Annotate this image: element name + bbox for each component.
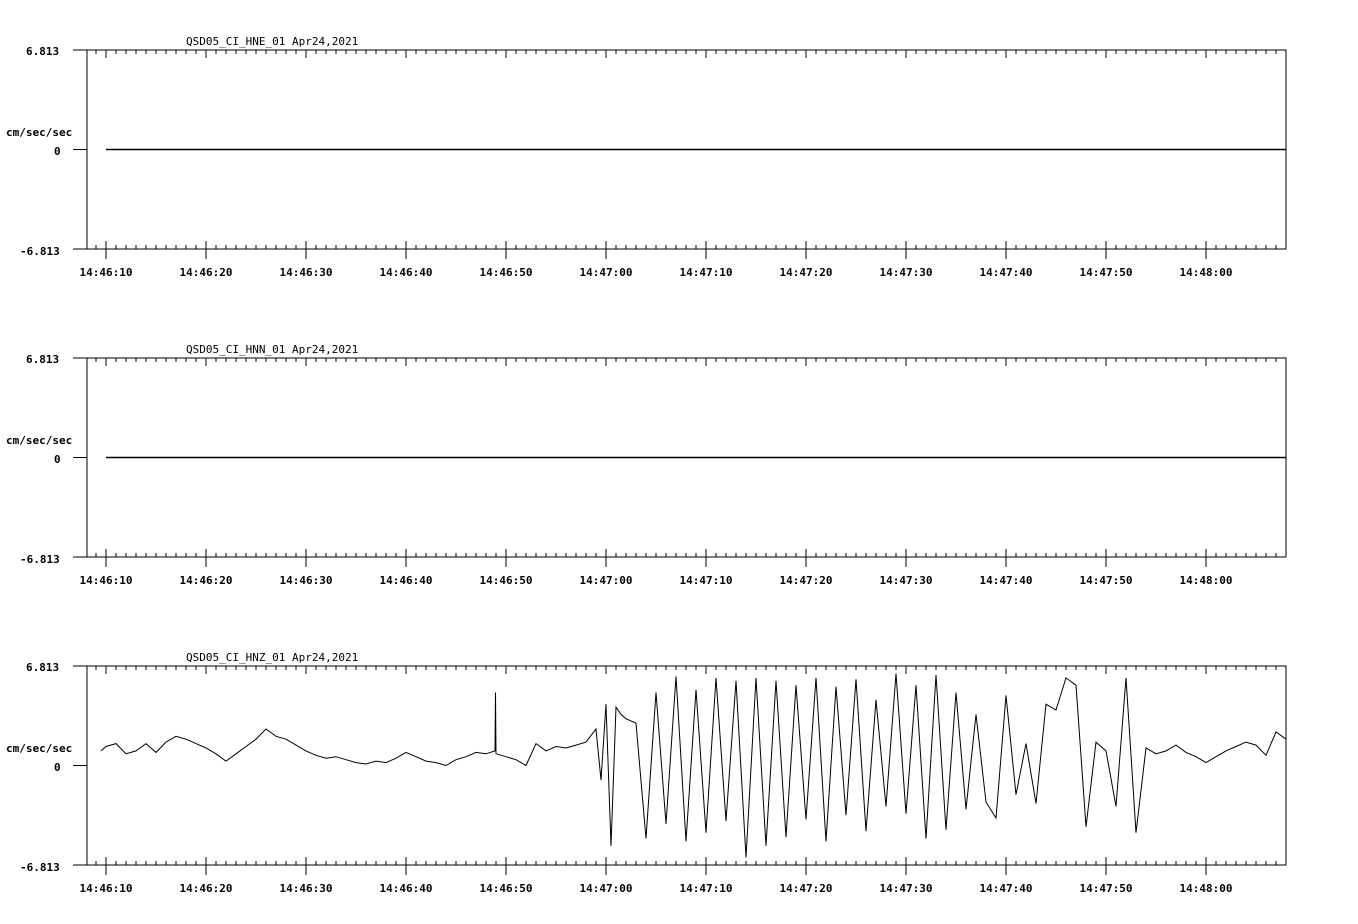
x-axis-ticks (73, 666, 1286, 875)
x-tick-label: 14:47:20 (779, 882, 833, 895)
x-tick-label: 14:46:40 (379, 266, 433, 279)
x-tick-label: 14:46:10 (79, 574, 133, 587)
x-tick-label: 14:47:10 (679, 574, 733, 587)
x-axis-ticks (73, 358, 1286, 567)
x-tick-label: 14:47:50 (1079, 882, 1133, 895)
x-tick-label: 14:46:10 (79, 882, 133, 895)
x-tick-label: 14:46:50 (479, 574, 533, 587)
panel-hnz (6, 651, 1286, 895)
panel-title: QSD05_CI_HNN_01 Apr24,2021 (186, 343, 359, 356)
x-tick-label: 14:46:30 (279, 574, 333, 587)
x-tick-label: 14:47:30 (879, 574, 933, 587)
x-tick-label: 14:47:00 (579, 574, 633, 587)
y-axis-label: cm/sec/sec (6, 126, 73, 139)
panel-title: QSD05_CI_HNE_01 Apr24,2021 (186, 35, 359, 48)
y-axis-label: cm/sec/sec (6, 742, 73, 755)
x-tick-label: 14:46:50 (479, 882, 533, 895)
x-tick-label: 14:47:40 (979, 574, 1033, 587)
x-tick-label: 14:47:50 (1079, 266, 1133, 279)
panel-title: QSD05_CI_HNZ_01 Apr24,2021 (186, 651, 359, 664)
x-tick-label: 14:46:20 (179, 882, 233, 895)
x-tick-label: 14:46:50 (479, 266, 533, 279)
x-tick-label: 14:47:20 (779, 574, 833, 587)
x-tick-label: 14:47:00 (579, 266, 633, 279)
x-tick-label: 14:47:10 (679, 882, 733, 895)
y-tick-label-zero: 0 (54, 453, 61, 466)
x-tick-label: 14:46:20 (179, 574, 233, 587)
x-tick-label: 14:47:30 (879, 882, 933, 895)
y-tick-label-top: 6.813 (26, 353, 60, 366)
x-axis-ticks (73, 50, 1286, 259)
y-axis-label: cm/sec/sec (6, 434, 73, 447)
x-axis-tick-labels (80, 266, 1233, 279)
x-tick-label: 14:46:10 (79, 266, 133, 279)
panel-hne (6, 35, 1286, 279)
y-tick-label-top: 6.813 (26, 661, 60, 674)
x-tick-label: 14:46:40 (379, 882, 433, 895)
x-tick-label: 14:47:10 (679, 266, 733, 279)
x-axis-tick-labels (80, 574, 1233, 587)
x-tick-label: 14:46:30 (279, 266, 333, 279)
x-tick-label: 14:48:00 (1179, 266, 1233, 279)
y-tick-label-zero: 0 (54, 761, 61, 774)
y-tick-label-top: 6.813 (26, 45, 60, 58)
x-tick-label: 14:48:00 (1179, 882, 1233, 895)
x-tick-label: 14:46:40 (379, 574, 433, 587)
x-tick-label: 14:47:40 (979, 882, 1033, 895)
panel-hnn (6, 343, 1286, 587)
x-tick-label: 14:46:20 (179, 266, 233, 279)
x-tick-label: 14:47:30 (879, 266, 933, 279)
x-tick-label: 14:46:30 (279, 882, 333, 895)
x-tick-label: 14:47:50 (1079, 574, 1133, 587)
waveform-trace (101, 674, 1286, 858)
y-tick-label-bottom: -6.813 (20, 553, 60, 566)
x-tick-label: 14:47:00 (579, 882, 633, 895)
y-tick-label-bottom: -6.813 (20, 245, 60, 258)
x-tick-label: 14:48:00 (1179, 574, 1233, 587)
x-tick-label: 14:47:40 (979, 266, 1033, 279)
x-axis-tick-labels (80, 882, 1233, 895)
x-tick-label: 14:47:20 (779, 266, 833, 279)
y-tick-label-bottom: -6.813 (20, 861, 60, 874)
y-tick-label-zero: 0 (54, 145, 61, 158)
